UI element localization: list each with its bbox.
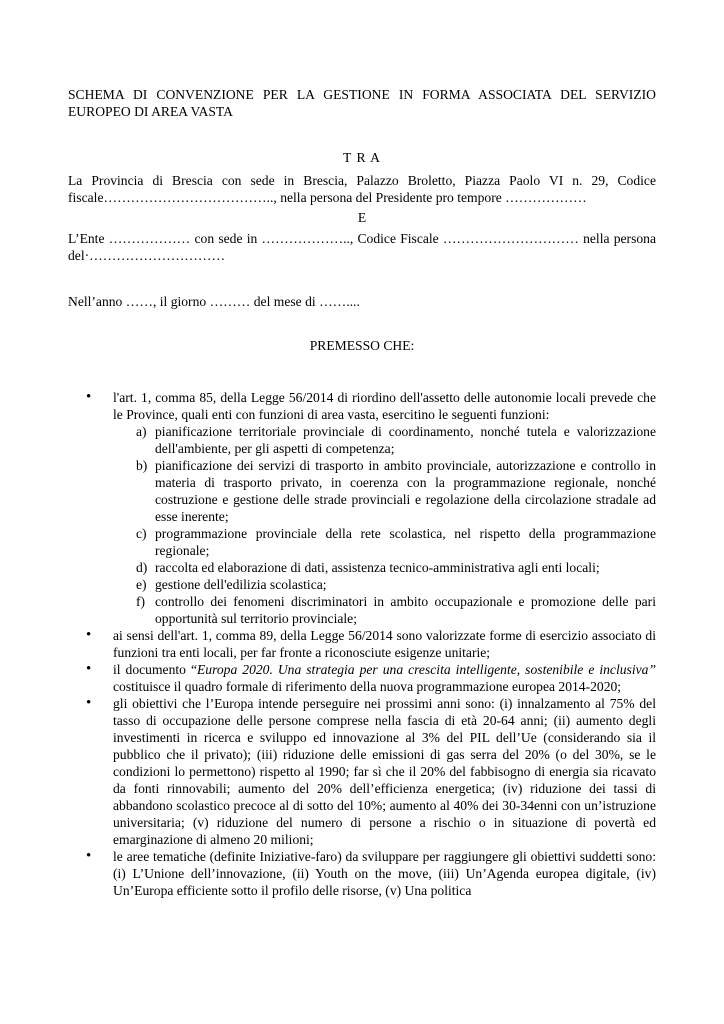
sub-item-text: raccolta ed elaborazione di dati, assistenza tecnico-amministrativa agli enti locali; <box>155 560 600 575</box>
sub-list-item <box>113 593 656 627</box>
premesso-list <box>68 389 656 899</box>
list-item <box>68 848 656 899</box>
sub-list-item <box>113 423 656 457</box>
document-title-italic: Europa 2020. Una strategia per una crescita intelligente, sostenibile e inclusiva” <box>197 662 657 677</box>
list-item <box>68 695 656 848</box>
functions-list <box>113 423 656 627</box>
tra-heading: T R A <box>343 150 381 165</box>
party-ente: L’Ente ……………… con sede in ……………….., Codice Fiscale ………………………… nella persona del·………………………… <box>68 231 656 263</box>
sub-item-text: programmazione provinciale della rete scolastica, nel rispetto della programmazione regionale; <box>155 526 656 558</box>
sub-item-label: e) <box>136 577 147 592</box>
bullet-icon: • <box>86 389 92 405</box>
sub-item-text: gestione dell'edilizia scolastica; <box>155 577 327 592</box>
document-title: SCHEMA DI CONVENZIONE PER LA GESTIONE IN FORMA ASSOCIATA DEL SERVIZIO EUROPEO DI AREA VASTA <box>68 87 656 119</box>
premesso-heading: PREMESSO CHE: <box>309 338 415 353</box>
list-item-text-pre: il documento “ <box>113 662 197 677</box>
list-item-text-post: costituisce il quadro formale di riferimento della nuova programmazione europea 2014-2020; <box>113 679 622 694</box>
sub-list-item <box>113 576 656 593</box>
sub-item-label: a) <box>136 424 147 439</box>
sub-item-label: c) <box>136 526 147 541</box>
sub-list-item <box>113 525 656 559</box>
sub-item-label: d) <box>136 560 148 575</box>
document-body <box>68 86 656 899</box>
sub-item-text: controllo dei fenomeni discriminatori in ambito occupazionale e promozione delle pari opportunità sul territorio provinciale; <box>155 594 656 626</box>
bullet-icon: • <box>86 661 92 677</box>
list-item-text: gli obiettivi che l’Europa intende perseguire nei prossimi anni sono: (i) innalzamento al 75% del tasso di occupazione delle persone comprese nella fascia di età 20-64 anni; (ii) aumento degli investimenti in ricerca e sviluppo ed innovazione al 3% del PIL dell’Ue (considerando sia il pubblico che il privato); (iii) riduzione delle emissioni di gas serra del 20% (o del 30%, se le condizioni lo permettono) rispetto al 1990; far sì che il 20% del fabbisogno di energia sia ricavato da fonti rinnovabili; aumento del 20% dell’efficienza energetica; (iv) riduzione dei tassi di abbandono scolastico precoce al di sotto del 10%; aumento al 40% dei 30-34enni con un’istruzione universitaria; (v) riduzione del numero di persone a rischio o in situazione di povertà ed emarginazione di almeno 20 milioni; <box>113 696 656 847</box>
sub-item-text: pianificazione dei servizi di trasporto in ambito provinciale, autorizzazione e controllo in materia di trasporto privato, in coerenza con la programmazione regionale, nonché costruzione e gestione delle strade provinciali e regolazione della circolazione stradale ad esse inerente; <box>155 458 656 524</box>
bullet-icon: • <box>86 627 92 643</box>
list-item-text: le aree tematiche (definite Iniziative-faro) da sviluppare per raggiungere gli obiettivi suddetti sono: (i) L’Unione dell’innovazione, (ii) Youth on the move, (iii) Un’Agenda europea digitale, (iv) Un’Europa efficiente sotto il profilo delle risorse, (v) Una politica <box>113 849 656 898</box>
party-provincia: La Provincia di Brescia con sede in Brescia, Palazzo Broletto, Piazza Paolo VI n. 29, Codice fiscale……………………………….., nella persona del Presidente pro tempore ……………… <box>68 173 656 205</box>
sub-item-label: f) <box>136 594 146 609</box>
list-item-text: l'art. 1, comma 85, della Legge 56/2014 di riordino dell'assetto delle autonomie locali prevede che le Province, quali enti con funzioni di area vasta, esercitino le seguenti funzioni: <box>113 390 656 422</box>
bullet-icon: • <box>86 848 92 864</box>
date-line: Nell’anno ……, il giorno ……… del mese di …….... <box>68 294 360 309</box>
sub-item-text: pianificazione territoriale provinciale di coordinamento, nonché tutela e valorizzazione dell'ambiente, per gli aspetti di competenza; <box>155 424 656 456</box>
sub-item-label: b) <box>136 458 148 473</box>
list-item <box>68 627 656 661</box>
e-separator: E <box>357 210 367 225</box>
sub-list-item <box>113 457 656 525</box>
list-item <box>68 661 656 695</box>
sub-list-item <box>113 559 656 576</box>
list-item <box>68 389 656 627</box>
bullet-icon: • <box>86 695 92 711</box>
list-item-text: ai sensi dell'art. 1, comma 89, della Legge 56/2014 sono valorizzate forme di esercizio associato di funzioni tra enti locali, per far fronte a riconosciute esigenze unitarie; <box>113 628 656 660</box>
